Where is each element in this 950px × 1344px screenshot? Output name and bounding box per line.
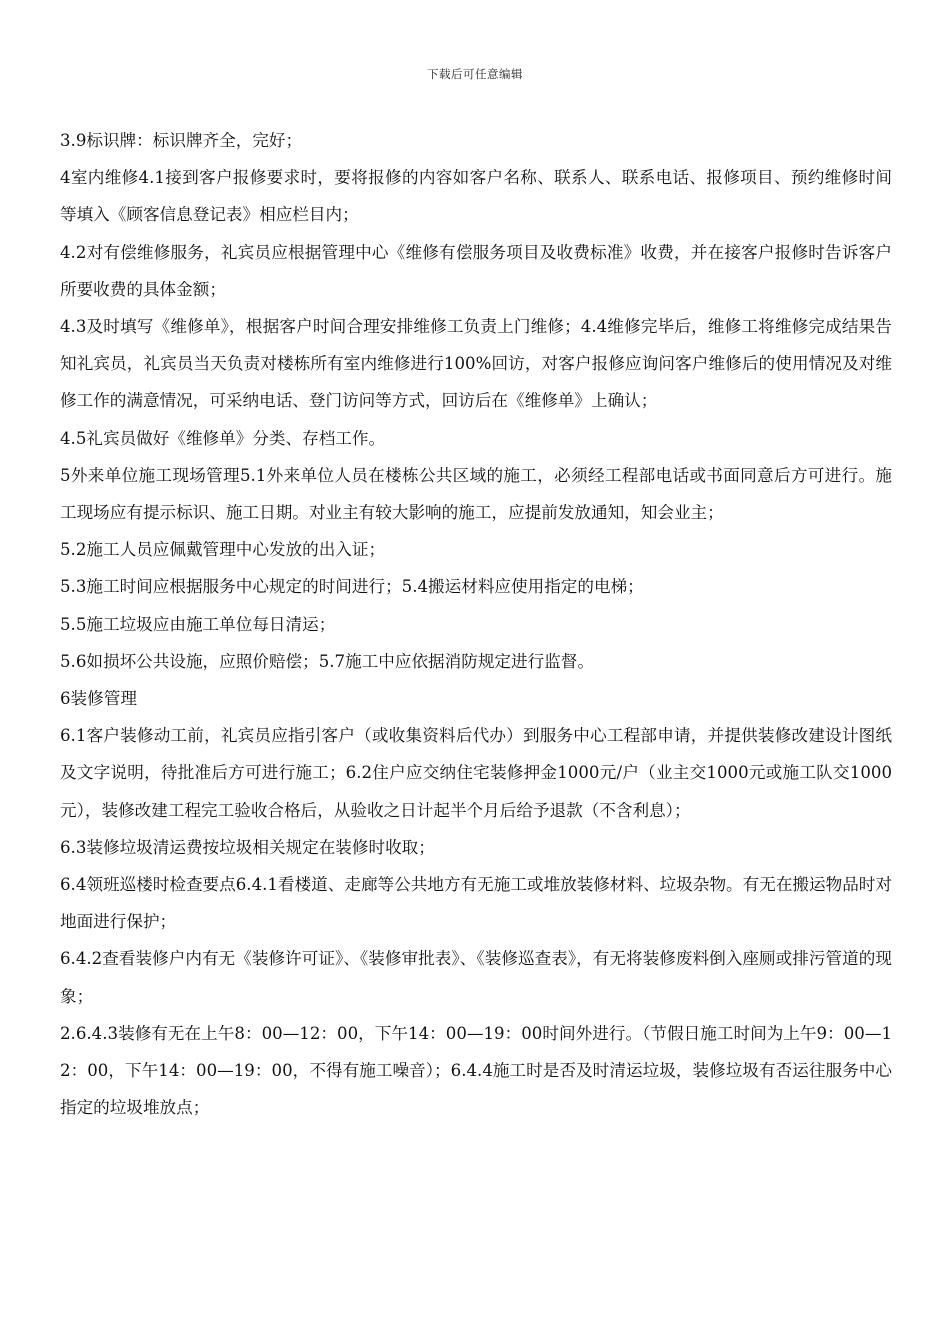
paragraph-6-4-3: 2.6.4.3装修有无在上午8：00—12：00，下午14：00—19：00时间外进行。（节假日施工时间为上午9：00—12：00，下午14：00—19：00，不得有施工噪音）；6.4.4施工时是否及时清运垃圾，装修垃圾有否运往服务中心指定的垃圾堆放点； bbox=[60, 1023, 892, 1118]
paragraph-5-2: 5.2施工人员应佩戴管理中心发放的出入证； bbox=[60, 540, 386, 560]
paragraph-4-3: 4.3及时填写《维修单》，根据客户时间合理安排维修工负责上门维修；4.4维修完毕后，维修工将维修完成结果告知礼宾员，礼宾员当天负责对楼栋所有室内维修进行100%回访，对客户报修应询问客户维修后的使用情况及对维修工作的满意情况，可采纳电话、登门访问等方式，回访后在《维修单》上确认； bbox=[60, 317, 892, 411]
paragraph-3-9: 3.9标识牌：标识牌齐全，完好； bbox=[60, 131, 303, 150]
paragraph-6-3: 6.3装修垃圾清运费按垃圾相关规定在装修时收取； bbox=[60, 837, 435, 857]
paragraph-4-2: 4.2对有偿维修服务，礼宾员应根据管理中心《维修有偿服务项目及收费标准》收费，并在接客户报修时告诉客户所要收费的具体金额； bbox=[60, 242, 892, 299]
section-heading-6: 6装修管理 bbox=[60, 689, 137, 709]
paragraph-5-1: 5外来单位施工现场管理5.1外来单位人员在楼栋公共区域的施工，必须经工程部电话或书面同意后方可进行。施工现场应有提示标识、施工日期。对业主有较大影响的施工，应提前发放通知，知会业主； bbox=[60, 465, 892, 523]
paragraph-5-6: 5.6如损坏公共设施，应照价赔偿；5.7施工中应依据消防规定进行监督。 bbox=[60, 651, 594, 671]
paragraph-4-5: 4.5礼宾员做好《维修单》分类、存档工作。 bbox=[60, 428, 386, 448]
paragraph-6-4: 6.4领班巡楼时检查要点6.4.1看楼道、走廊等公共地方有无施工或堆放装修材料、垃圾杂物。有无在搬运物品时对地面进行保护； bbox=[60, 875, 892, 932]
paragraph-4-1: 4室内维修4.1接到客户报修要求时，要将报修的内容如客户名称、联系人、联系电话、报修项目、预约维修时间等填入《顾客信息登记表》相应栏目内； bbox=[60, 168, 892, 225]
paragraph-6-4-2: 6.4.2查看装修户内有无《装修许可证》、《装修审批表》、《装修巡查表》，有无将装修废料倒入座厕或排污管道的现象； bbox=[60, 949, 892, 1006]
paragraph-5-5: 5.5施工垃圾应由施工单位每日清运； bbox=[60, 614, 336, 634]
document-body bbox=[60, 122, 892, 1126]
page-header: 下载后可任意编辑 bbox=[427, 67, 523, 81]
paragraph-6-1: 6.1客户装修动工前，礼宾员应指引客户（或收集资料后代办）到服务中心工程部申请，并提供装修改建设计图纸及文字说明，待批准后方可进行施工；6.2住户应交纳住宅装修押金1000元/户（业主交1000元或施工队交1000元），装修改建工程完工验收合格后，从验收之日计起半个月后给予退款（不含利息）； bbox=[60, 726, 892, 820]
paragraph-5-3: 5.3施工时间应根据服务中心规定的时间进行；5.4搬运材料应使用指定的电梯； bbox=[60, 577, 644, 597]
